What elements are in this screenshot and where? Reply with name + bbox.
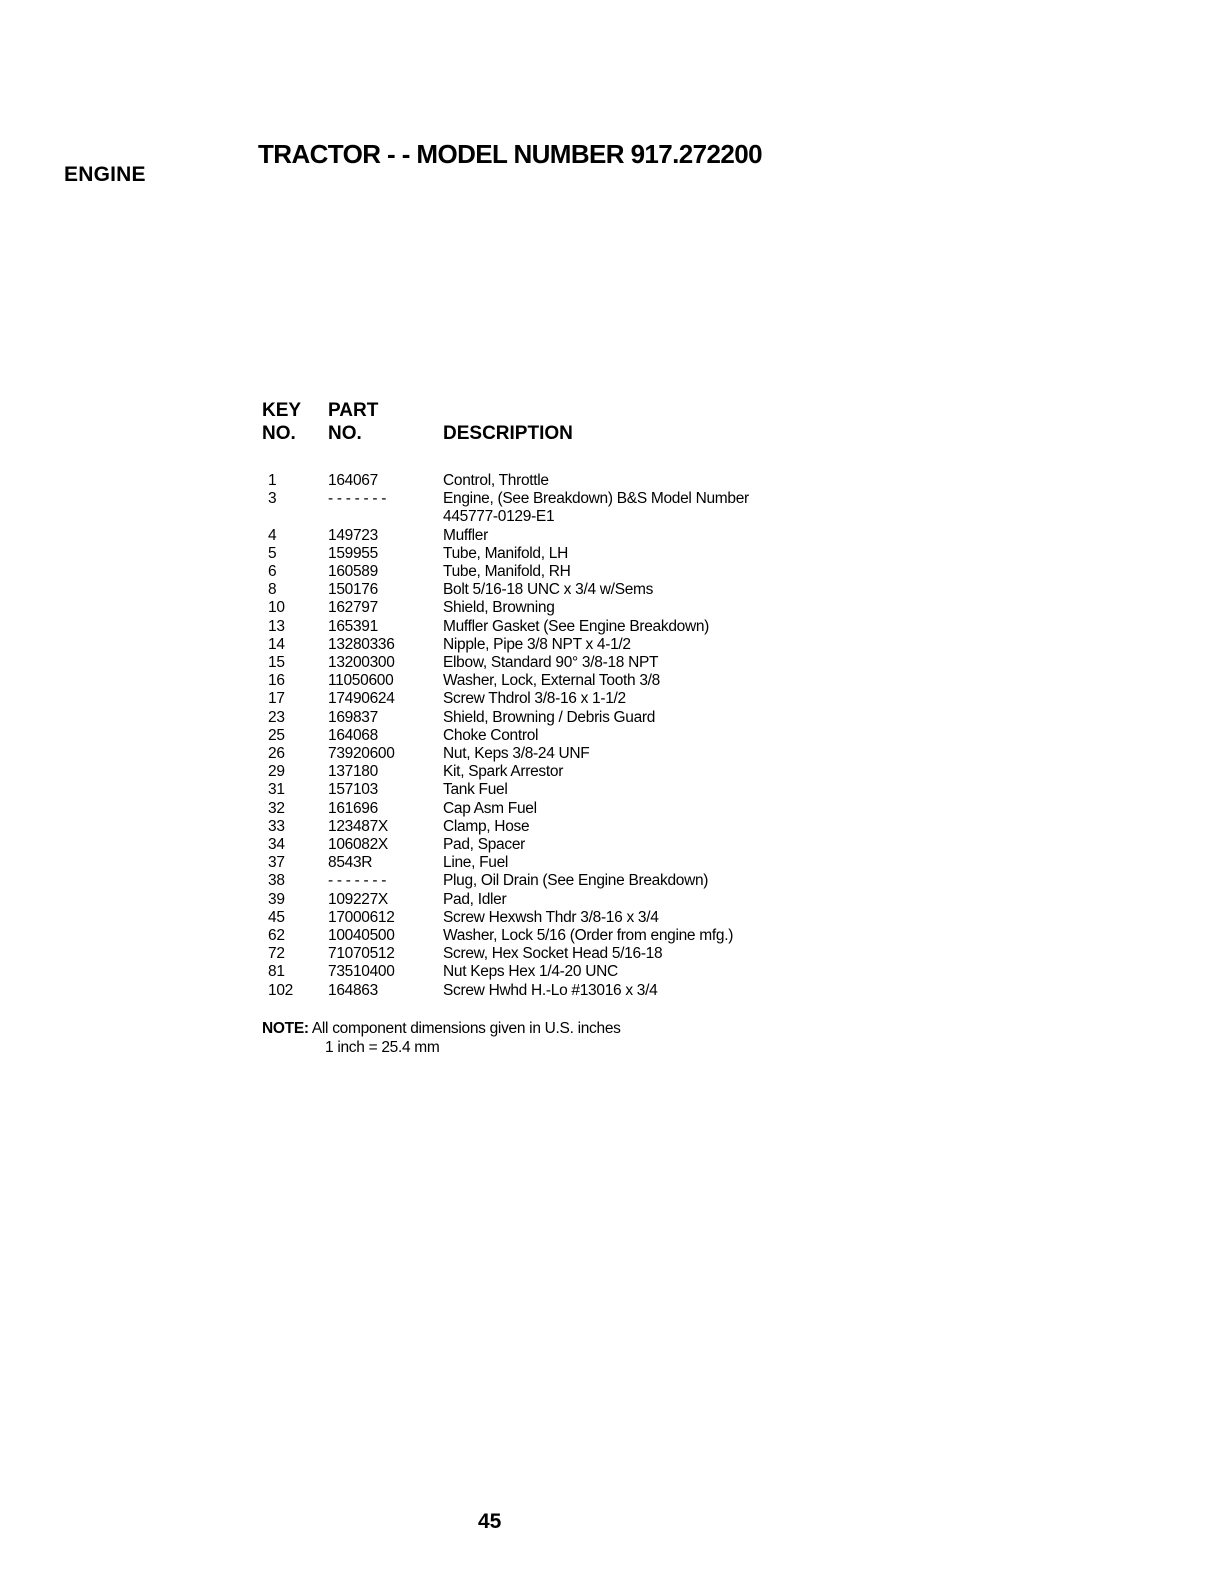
- key-no-header-line2: NO.: [262, 423, 296, 444]
- part-number: 161696: [328, 799, 378, 817]
- part-number: 71070512: [328, 945, 395, 963]
- part-description: Screw Hwhd H.-Lo #13016 x 3/4: [443, 981, 658, 999]
- parts-list: [262, 472, 822, 1000]
- key-number: 31: [268, 781, 285, 799]
- note-text: All component dimensions given in U.S. inches: [311, 1020, 621, 1037]
- key-number: 4: [268, 526, 277, 544]
- part-number: 162797: [328, 599, 378, 617]
- key-number: 37: [268, 854, 285, 872]
- key-number: 1: [268, 472, 277, 489]
- part-row: [262, 472, 822, 490]
- key-number: 29: [268, 763, 285, 781]
- key-number: 25: [268, 726, 285, 744]
- part-number: 17490624: [328, 690, 395, 708]
- part-number: 17000612: [328, 908, 395, 926]
- key-number: 102: [268, 981, 293, 999]
- key-number: 39: [268, 890, 285, 908]
- page-title: TRACTOR - - MODEL NUMBER 917.272200: [258, 139, 762, 169]
- part-number: 11050600: [328, 672, 394, 690]
- part-description: Engine, (See Breakdown) B&S Model Number 445777-0129-E1: [443, 490, 749, 526]
- part-description: Shield, Browning: [443, 599, 555, 617]
- part-description: Screw Hexwsh Thdr 3/8-16 x 3/4: [443, 908, 659, 926]
- part-number: 73920600: [328, 745, 395, 763]
- part-number: 157103: [328, 781, 378, 799]
- part-description: Washer, Lock 5/16 (Order from engine mfg.): [443, 927, 734, 945]
- part-description: Bolt 5/16-18 UNC x 3/4 w/Sems: [443, 581, 654, 599]
- part-description: Plug, Oil Drain (See Engine Breakdown): [443, 872, 709, 890]
- part-row: [262, 563, 822, 581]
- part-number: 137180: [328, 763, 378, 781]
- section-label: ENGINE: [64, 163, 146, 186]
- part-description: Pad, Idler: [443, 890, 507, 908]
- part-row: [262, 745, 822, 763]
- part-number: 73510400: [328, 963, 395, 981]
- key-number: 72: [268, 945, 285, 963]
- part-row: [262, 654, 822, 672]
- part-description: Control, Throttle: [443, 472, 549, 489]
- part-no-header-line1: PART: [328, 400, 379, 421]
- part-row: [262, 800, 822, 818]
- key-number: 14: [268, 635, 285, 653]
- part-row: [262, 636, 822, 654]
- part-row: [262, 836, 822, 854]
- part-row: [262, 872, 822, 890]
- key-number: 13: [268, 617, 285, 635]
- part-number: 160589: [328, 563, 378, 581]
- key-number: 23: [268, 708, 285, 726]
- part-row: [262, 490, 822, 526]
- part-number: 150176: [328, 581, 378, 599]
- part-description: Washer, Lock, External Tooth 3/8: [443, 672, 660, 690]
- part-description: Shield, Browning / Debris Guard: [443, 708, 656, 726]
- part-number: - - - - - - -: [328, 490, 387, 508]
- part-row: [262, 945, 822, 963]
- part-row: [262, 927, 822, 945]
- part-number: 123487X: [328, 817, 388, 835]
- part-description: Nipple, Pipe 3/8 NPT x 4-1/2: [443, 635, 631, 653]
- key-number: 38: [268, 872, 285, 890]
- part-description: Screw Thdrol 3/8-16 x 1-1/2: [443, 690, 626, 708]
- part-number: 8543R: [328, 854, 373, 872]
- key-number: 62: [268, 927, 285, 945]
- part-row: [262, 909, 822, 927]
- note: [262, 1020, 621, 1057]
- part-description: Nut, Keps 3/8-24 UNF: [443, 745, 590, 763]
- part-description: Elbow, Standard 90° 3/8-18 NPT: [443, 654, 659, 672]
- part-description: Kit, Spark Arrestor: [443, 763, 564, 781]
- part-description: Nut Keps Hex 1/4-20 UNC: [443, 963, 618, 981]
- key-number: 45: [268, 908, 285, 926]
- key-number: 16: [268, 672, 285, 690]
- part-description: Clamp, Hose: [443, 817, 530, 835]
- key-no-header-line1: KEY: [262, 400, 302, 421]
- part-row: [262, 891, 822, 909]
- part-row: [262, 982, 822, 1000]
- part-row: [262, 581, 822, 599]
- key-number: 32: [268, 799, 285, 817]
- part-number: 13280336: [328, 635, 395, 653]
- part-description: Pad, Spacer: [443, 836, 526, 854]
- part-number: 109227X: [328, 890, 388, 908]
- part-number: 159955: [328, 544, 378, 562]
- part-row: [262, 781, 822, 799]
- part-number: 164067: [328, 472, 378, 489]
- part-row: [262, 763, 822, 781]
- key-number: 26: [268, 745, 285, 763]
- part-row: [262, 545, 822, 563]
- description-header: DESCRIPTION: [443, 423, 573, 444]
- part-number: 149723: [328, 526, 378, 544]
- note-line1: [262, 1020, 621, 1039]
- part-row: [262, 618, 822, 636]
- part-no-header-line2: NO.: [328, 423, 362, 444]
- part-row: [262, 672, 822, 690]
- part-number: 106082X: [328, 836, 388, 854]
- key-number: 15: [268, 654, 285, 672]
- part-description: Choke Control: [443, 726, 539, 744]
- key-number: 33: [268, 817, 285, 835]
- key-number: 6: [268, 563, 277, 581]
- key-number: 81: [268, 963, 285, 981]
- part-number: 169837: [328, 708, 378, 726]
- part-row: [262, 818, 822, 836]
- part-number: 165391: [328, 617, 378, 635]
- key-number: 34: [268, 836, 285, 854]
- part-description: Muffler: [443, 526, 488, 544]
- part-description: Screw, Hex Socket Head 5/16-18: [443, 945, 663, 963]
- part-description: Cap Asm Fuel: [443, 799, 537, 817]
- part-number: 164068: [328, 726, 378, 744]
- part-number: 13200300: [328, 654, 395, 672]
- key-number: 3: [268, 490, 277, 508]
- part-description: Muffler Gasket (See Engine Breakdown): [443, 617, 710, 635]
- part-row: [262, 690, 822, 708]
- key-number: 17: [268, 690, 285, 708]
- part-row: [262, 727, 822, 745]
- part-row: [262, 527, 822, 545]
- part-description: Line, Fuel: [443, 854, 509, 872]
- part-row: [262, 599, 822, 617]
- part-number: - - - - - - -: [328, 872, 387, 890]
- key-number: 10: [268, 599, 285, 617]
- note-line2: 1 inch = 25.4 mm: [325, 1038, 440, 1056]
- part-description: Tank Fuel: [443, 781, 508, 799]
- part-row: [262, 709, 822, 727]
- part-description: Tube, Manifold, LH: [443, 544, 568, 562]
- part-number: 164863: [328, 981, 378, 999]
- page-number: 45: [478, 1510, 502, 1533]
- part-number: 10040500: [328, 927, 395, 945]
- note-label: NOTE:: [262, 1020, 309, 1037]
- part-description: Tube, Manifold, RH: [443, 563, 571, 581]
- part-row: [262, 854, 822, 872]
- part-row: [262, 963, 822, 981]
- key-number: 8: [268, 581, 277, 599]
- key-number: 5: [268, 544, 277, 562]
